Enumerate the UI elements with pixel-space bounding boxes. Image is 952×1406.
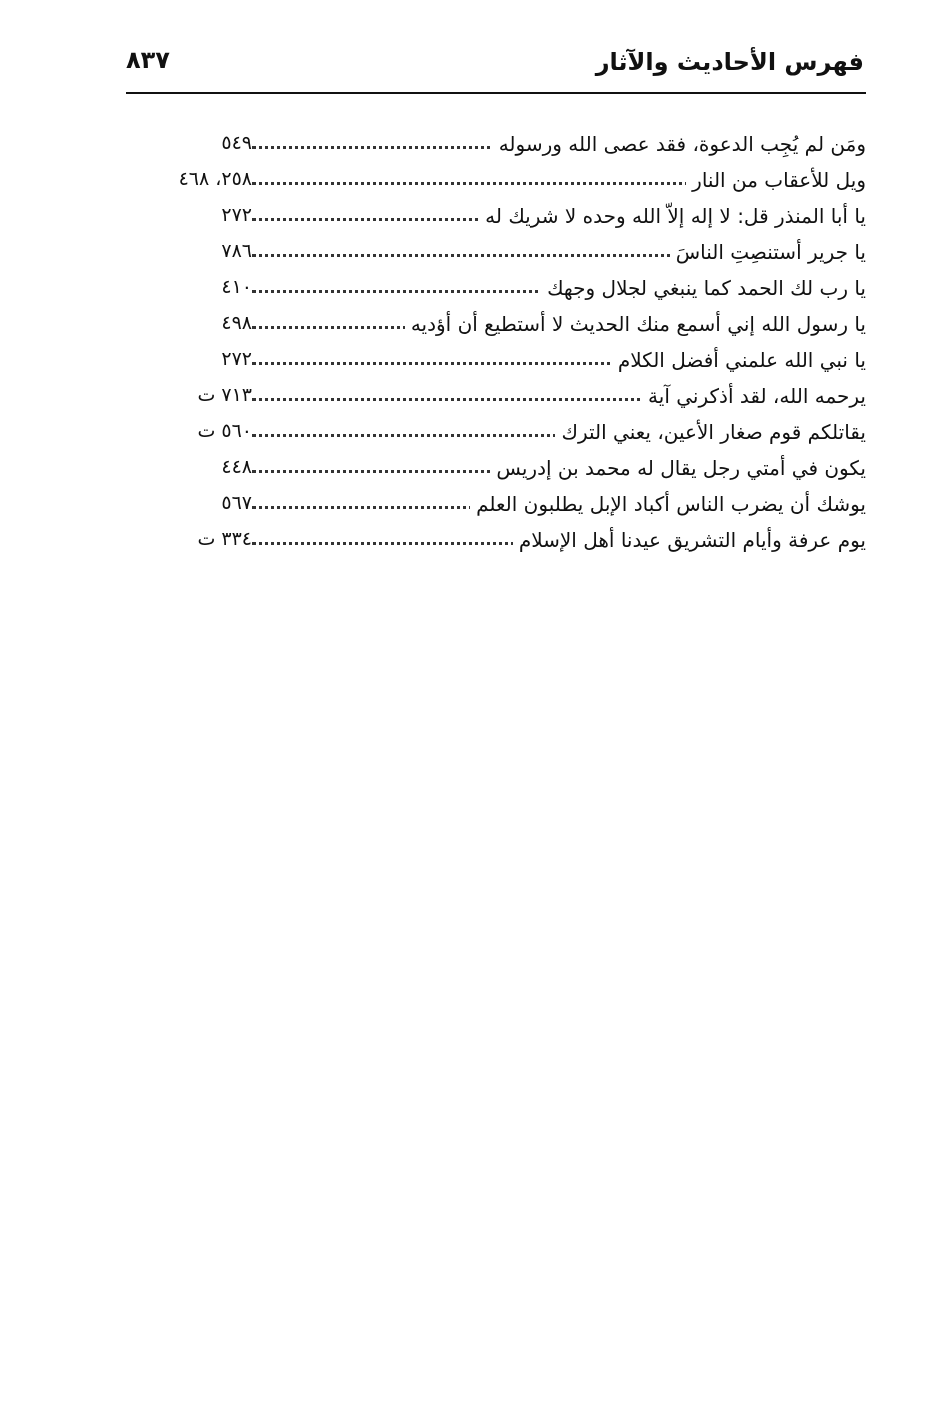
entry-text: يوم عرفة وأيام التشريق عيدنا أهل الإسلام	[513, 528, 866, 552]
index-entry	[160, 162, 866, 198]
entry-page-ref: ٢٧٢	[160, 204, 252, 226]
entry-text: يا رب لك الحمد كما ينبغي لجلال وجهك	[541, 276, 866, 300]
entry-page-ref: ٤٩٨	[160, 312, 252, 334]
index-entry	[160, 270, 866, 306]
entry-text: يا رسول الله إني أسمع منك الحديث لا أستطيع أن أؤديه	[405, 312, 866, 336]
index-entry	[160, 234, 866, 270]
entry-text: يا أبا المنذر قل: لا إله إلاّ الله وحده لا شريك له	[479, 204, 866, 228]
entry-page-ref: ٤٤٨	[160, 456, 252, 478]
entry-text: ومَن لم يُجِب الدعوة، فقد عصى الله ورسوله	[493, 132, 866, 156]
entry-page-ref: ٧٨٦	[160, 240, 252, 262]
entry-text: يا نبي الله علمني أفضل الكلام	[612, 348, 866, 372]
page-number: ٨٣٧	[126, 46, 170, 74]
entry-page-ref: ٧١٣ ت	[160, 384, 252, 406]
entry-page-ref: ٢٥٨، ٤٦٨	[160, 168, 252, 190]
index-entry	[160, 342, 866, 378]
hadith-index-list	[160, 126, 866, 558]
entry-page-ref: ٢٧٢	[160, 348, 252, 370]
entry-page-ref: ٥٤٩	[160, 132, 252, 154]
entry-text: يرحمه الله، لقد أذكرني آية	[642, 384, 866, 408]
index-entry	[160, 450, 866, 486]
entry-text: يوشك أن يضرب الناس أكباد الإبل يطلبون العلم	[470, 492, 866, 516]
entry-page-ref: ٤١٠	[160, 276, 252, 298]
index-entry	[160, 486, 866, 522]
index-entry	[160, 306, 866, 342]
entry-text: ويل للأعقاب من النار	[686, 168, 866, 192]
index-entry	[160, 378, 866, 414]
entry-page-ref: ٥٦٠ ت	[160, 420, 252, 442]
entry-text: يكون في أمتي رجل يقال له محمد بن إدريس	[490, 456, 866, 480]
running-header	[126, 42, 864, 88]
index-entry	[160, 126, 866, 162]
index-entry	[160, 414, 866, 450]
index-title: فهرس الأحاديث والآثار	[595, 48, 864, 76]
entry-page-ref: ٣٣٤ ت	[160, 528, 252, 550]
index-entry	[160, 522, 866, 558]
header-rule	[126, 92, 866, 94]
index-entry	[160, 198, 866, 234]
entry-text: يا جرير أستنصِتِ الناسَ	[670, 240, 866, 264]
entry-page-ref: ٥٦٧	[160, 492, 252, 514]
entry-text: يقاتلكم قوم صغار الأعين، يعني الترك	[555, 420, 866, 444]
